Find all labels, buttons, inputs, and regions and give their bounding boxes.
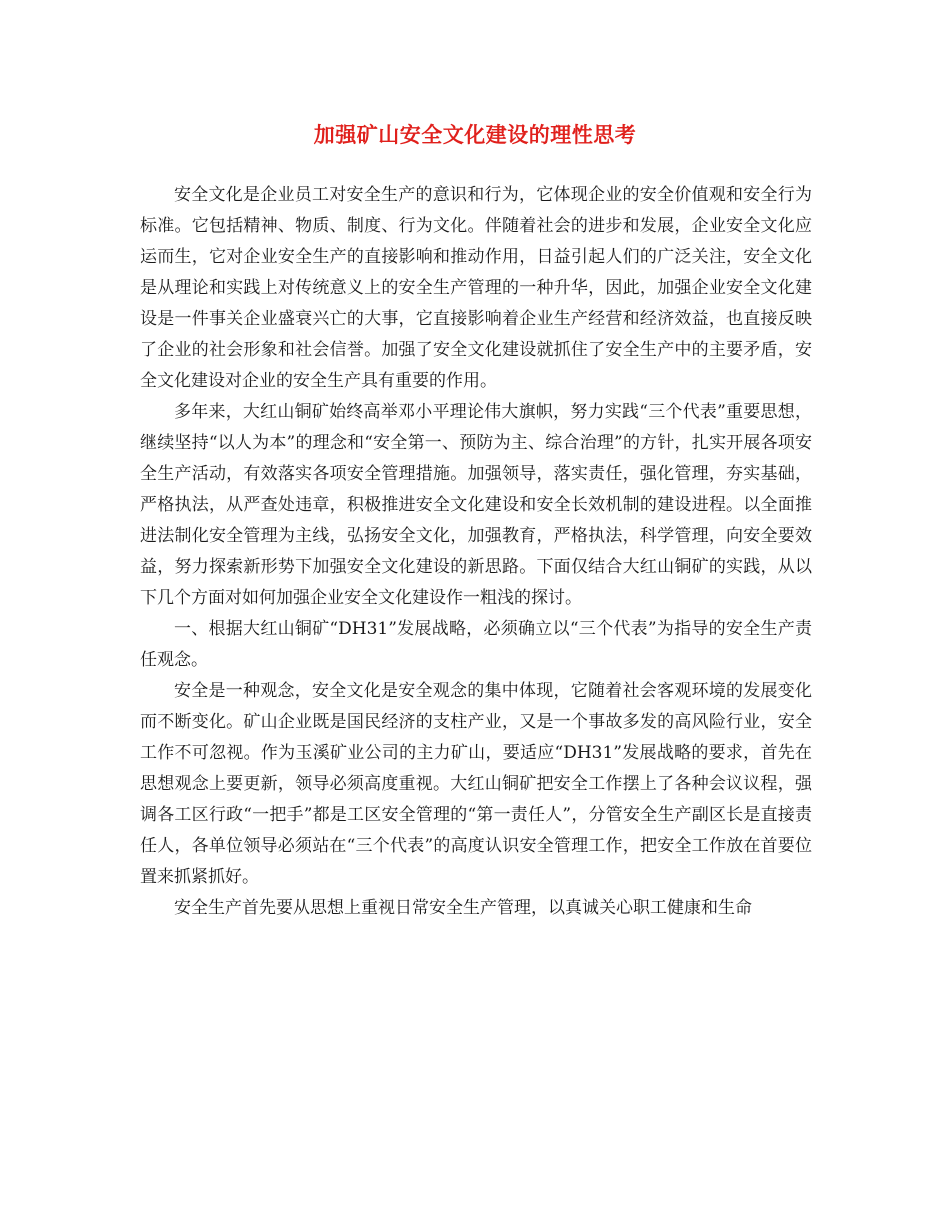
document-body <box>140 180 812 924</box>
document-title: 加强矿山安全文化建设的理性思考 <box>313 122 637 147</box>
paragraph: 多年来，大红山铜矿始终高举邓小平理论伟大旗帜，努力实践“三个代表”重要思想，继续坚持“以人为本”的理念和“安全第一、预防为主、综合治理”的方针，扎实开展各项安全生产活动，有效落实各项安全管理措施。加强领导，落实责任，强化管理，夯实基础，严格执法，从严查处违章，积极推进安全文化建设和安全长效机制的建设进程。以全面推进法制化安全管理为主线，弘扬安全文化，加强教育，严格执法，科学管理，向安全要效益，努力探索新形势下加强安全文化建设的新思路。下面仅结合大红山铜矿的实践，从以下几个方面对如何加强企业安全文化建设作一粗浅的探讨。 <box>140 402 812 608</box>
paragraph: 安全生产首先要从思想上重视日常安全生产管理，以真诚关心职工健康和生命 <box>174 898 752 918</box>
section-heading: 一、根据大红山铜矿“DH31”发展战略，必须确立以“三个代表”为指导的安全生产责任观念。 <box>140 619 812 670</box>
paragraph: 安全是一种观念，安全文化是安全观念的集中体现，它随着社会客观环境的发展变化而不断变化。矿山企业既是国民经济的支柱产业，又是一个事故多发的高风险行业，安全工作不可忽视。作为玉溪矿业公司的主力矿山，要适应“DH31”发展战略的要求，首先在思想观念上要更新，领导必须高度重视。大红山铜矿把安全工作摆上了各种会议议程，强调各工区行政“一把手”都是工区安全管理的“第一责任人”，分管安全生产副区长是直接责任人，各单位领导必须站在“三个代表”的高度认识安全管理工作，把安全工作放在首要位置来抓紧抓好。 <box>140 681 812 887</box>
paragraph: 安全文化是企业员工对安全生产的意识和行为，它体现企业的安全价值观和安全行为标准。它包括精神、物质、制度、行为文化。伴随着社会的进步和发展，企业安全文化应运而生，它对企业安全生产的直接影响和推动作用，日益引起人们的广泛关注，安全文化是从理论和实践上对传统意义上的安全生产管理的一种升华，因此，加强企业安全文化建设是一件事关企业盛衰兴亡的大事，它直接影响着企业生产经营和经济效益，也直接反映了企业的社会形象和社会信誉。加强了安全文化建设就抓住了安全生产中的主要矛盾，安全文化建设对企业的安全生产具有重要的作用。 <box>140 185 812 391</box>
